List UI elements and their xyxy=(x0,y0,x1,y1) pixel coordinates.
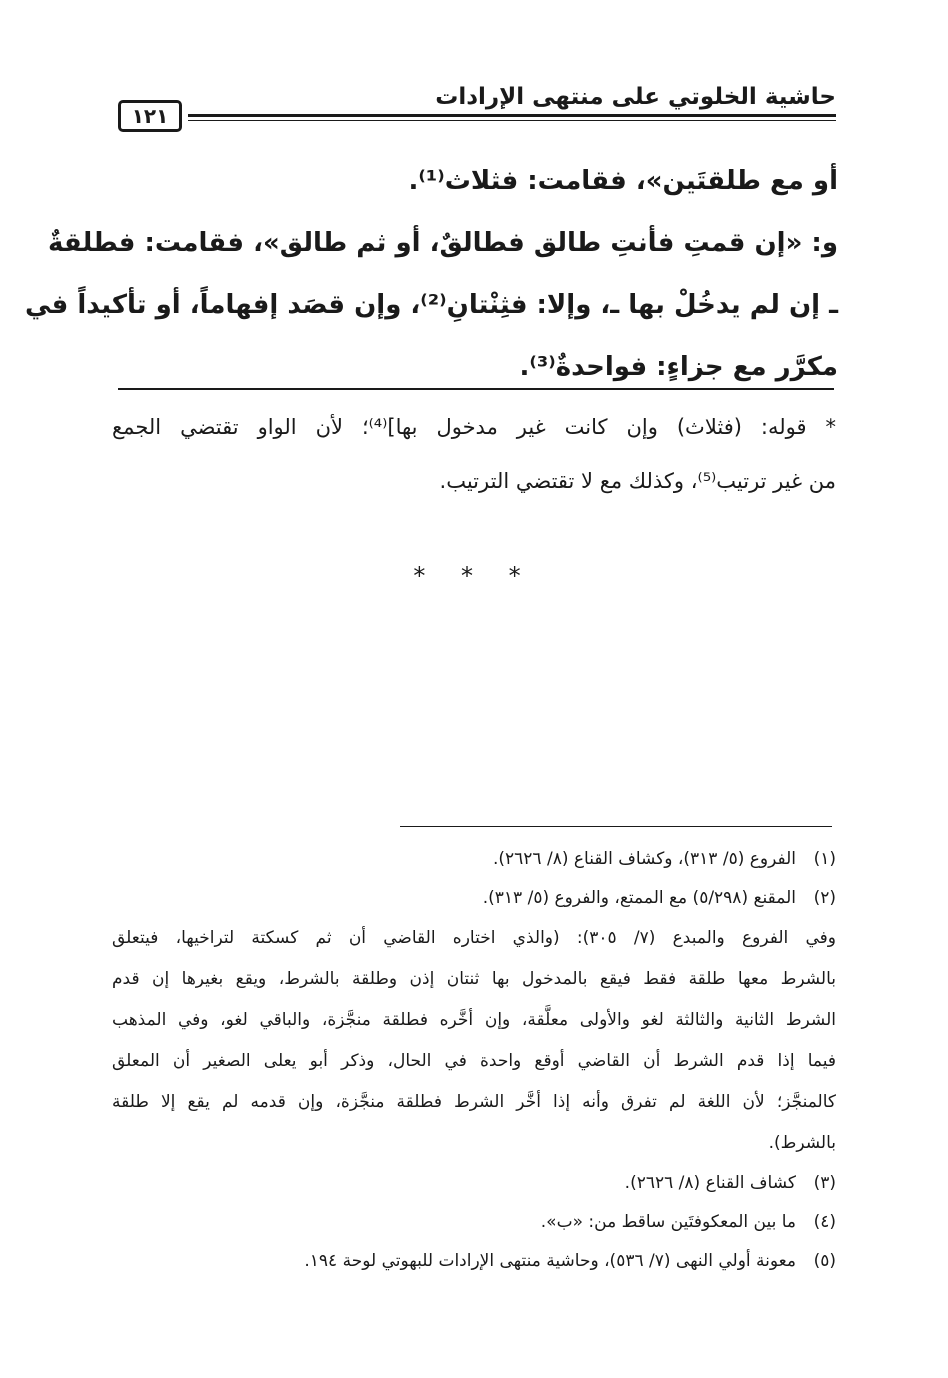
footnotes xyxy=(112,840,836,1281)
page-header xyxy=(118,78,836,128)
footnote-text: المقنع (٥/٢٩٨) مع الممتع، والفروع (٥/ ٣١٣). xyxy=(482,888,796,908)
footnote-text: كشاف القناع (٨/ ٢٦٢٦). xyxy=(624,1173,796,1193)
footnote-continuation: الشرط الثانية والثالثة لغو والأولى معلَّقة، وإن أخَّره فطلقة منجَّزة، والباقي لغو، وفي المذهب xyxy=(112,1010,836,1030)
footnote-continuation: كالمنجَّز؛ لأن اللغة لم تفرق وأنه إذا أخَّر الشرط فطلقة منجَّزة، وإن قدمه لم يقع إلا طلقة xyxy=(112,1092,836,1112)
footnote xyxy=(112,1164,836,1203)
footnote-continuation: فيما إذا قدم الشرط أن القاضي أوقع واحدة في الحال، وذكر أبو يعلى الصغير أن المعلق xyxy=(112,1051,836,1071)
asterism-ornament: * * * xyxy=(413,562,535,590)
section-divider xyxy=(118,388,834,390)
footnote xyxy=(112,1242,836,1281)
running-title: حاشية الخلوتي على منتهى الإرادات xyxy=(435,84,836,110)
commentary xyxy=(112,400,836,508)
footnote-number: (٤) xyxy=(813,1212,836,1232)
main-line: و: «إن قمتِ فأنتِ طالق فطالقٌ، أو ثم طالق»، فقامت: فطلقةٌ xyxy=(48,228,838,258)
footnote xyxy=(112,840,836,879)
footnote-text: الفروع (٥/ ٣١٣)، وكشاف القناع (٨/ ٢٦٢٦). xyxy=(492,849,796,869)
main-line: أو مع طلقتَين»، فقامت: فثلاث⁽¹⁾. xyxy=(408,166,838,196)
footnote-text: معونة أولي النهى (٧/ ٥٣٦)، وحاشية منتهى الإرادات للبهوتي لوحة ١٩٤. xyxy=(304,1251,796,1271)
footnote-continuation: وفي الفروع والمبدع (٧/ ٣٠٥): (والذي اختاره القاضي أن ثم كسكتة لتراخيها، فيتعلق xyxy=(112,928,836,948)
header-rule-thin xyxy=(188,120,836,121)
page-number: ١٢١ xyxy=(118,100,182,132)
footnote-number: (٢) xyxy=(813,888,836,908)
footnote-number: (١) xyxy=(813,849,836,869)
commentary-line: * قوله: (فثلاث) وإن كانت غير مدخول بها]⁽⁴⁾؛ لأن الواو تقتضي الجمع xyxy=(112,415,836,439)
header-rule-thick xyxy=(188,114,836,117)
footnote-continuation: بالشرط). xyxy=(768,1133,836,1153)
footnote-number: (٣) xyxy=(813,1173,836,1193)
footnote xyxy=(112,879,836,918)
footnote-text: ما بين المعكوفتَين ساقط من: «ب». xyxy=(540,1212,796,1232)
main-text xyxy=(24,150,838,398)
main-line: مكرَّر مع جزاءٍ: فواحدةٌ⁽³⁾. xyxy=(519,352,838,382)
footnote-separator xyxy=(400,826,832,827)
footnote-number: (٥) xyxy=(813,1251,836,1271)
footnote-continuation: بالشرط معها طلقة فقط فيقع بالمدخول بها ثنتان إذن وطلقة بالشرط، ويقع بغيرها إن قدم xyxy=(112,969,836,989)
footnote xyxy=(112,1203,836,1242)
commentary-line: من غير ترتيب⁽⁵⁾، وكذلك مع لا تقتضي الترتيب. xyxy=(439,469,836,493)
main-line: ـ إن لم يدخُلْ بها ـ، وإلا: فثِنْتانِ⁽²⁾، وإن قصَد إفهاماً، أو تأكيداً في xyxy=(24,290,838,320)
